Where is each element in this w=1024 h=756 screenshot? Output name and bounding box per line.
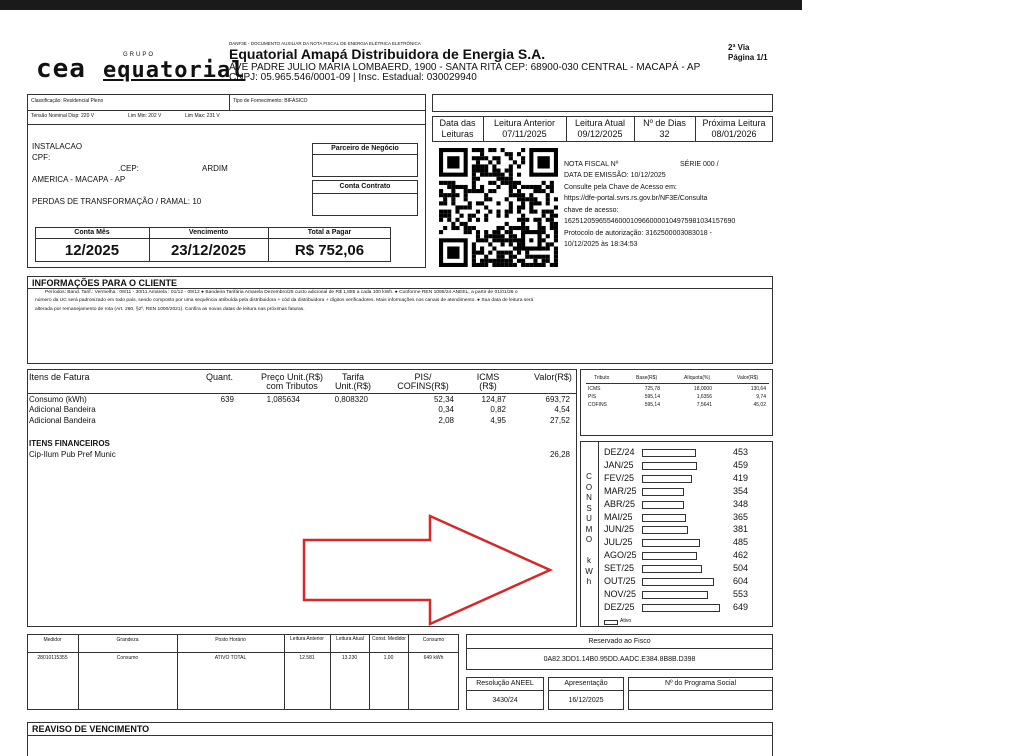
chart-value-label: 459: [733, 459, 749, 470]
tributo-icms-aliquota: 18,0000: [693, 386, 712, 392]
chart-axis-letter: U: [586, 514, 592, 523]
chart-bar: [642, 578, 714, 586]
chart-value-label: 354: [733, 485, 749, 496]
reading-header-proxima: Próxima Leitura: [702, 118, 766, 128]
danf-title: DANF3E - DOCUMENTO AUXILIAR DA NOTA FISCAL DE ENERGIA ELÉTRICA ELETRÔNICA: [229, 41, 421, 46]
chart-bar: [642, 475, 692, 483]
chart-category-label: DEZ/25: [604, 601, 635, 612]
chart-category-label: JAN/25: [604, 459, 634, 470]
perdas-transformacao: PERDAS DE TRANSFORMAÇÃO / RAMAL: 10: [32, 197, 202, 206]
chart-bar: [642, 449, 696, 457]
total-label: Total a Pagar: [307, 229, 352, 236]
apresentacao-label: Apresentação: [564, 680, 608, 687]
items-header-icms-a: ICMS: [476, 372, 500, 382]
meter-posto: ATIVO TOTAL: [214, 655, 247, 661]
tributo-icms-base: 725,78: [644, 386, 660, 392]
financeiros-title: ITENS FINANCEIROS: [29, 439, 110, 448]
chart-bar: [642, 565, 702, 573]
row-1-valor: 4,54: [554, 405, 570, 414]
tipo-fornecimento: Tipo de Fornecimento: BIFÁSICO: [233, 98, 308, 104]
company-address: AVE PADRE JULIO MARIA LOMBAERD, 1900 - SANTA RITA CEP: 68900-030 CENTRAL - MACAPÁ - AP: [229, 62, 701, 73]
resolucao-value: 3430/24: [492, 697, 518, 704]
chart-category-label: AGO/25: [604, 550, 637, 561]
chart-axis-letter: h: [586, 577, 592, 586]
chart-value-label: 453: [733, 447, 749, 457]
bairro: ARDIM: [202, 164, 228, 173]
nota-fiscal-serie: SÉRIE 000 /: [680, 161, 719, 168]
info-line-3: alterada por remanejamento de rota (Art. 260, §2º, REN 1000/2021). Confira as novas datas de leitura nas próximas faturas.: [35, 307, 305, 312]
chart-bar: [642, 539, 700, 547]
chart-category-label: MAR/25: [604, 485, 637, 496]
chart-bar: [642, 526, 688, 534]
legend-label: Ativo: [620, 618, 632, 624]
reading-header-data-b: Leituras: [441, 129, 474, 139]
chart-axis-letter: C: [586, 472, 592, 481]
protocolo-data: 10/12/2025 às 18:34:53: [564, 241, 638, 248]
red-arrow: [300, 512, 555, 627]
tributo-header-tributo: Tributo: [594, 375, 610, 381]
logo-equatorial: equatorial: [103, 58, 246, 83]
row-2-valor: 27,52: [549, 416, 570, 425]
reading-atual-value: 09/12/2025: [577, 129, 623, 139]
meter-header-medidor: Medidor: [43, 637, 62, 643]
chave-acesso: 16251205965546000109660000104975981034157690: [564, 218, 736, 225]
reading-header-data-a: Data das: [439, 118, 476, 128]
reading-dias-value: 32: [659, 129, 670, 139]
reading-header-atual: Leitura Atual: [574, 118, 626, 128]
row-0-preco: 1,085634: [266, 395, 300, 404]
logo-cea: cea: [36, 54, 86, 84]
row-0-icms: 124,87: [481, 395, 506, 404]
chart-axis-letter: W: [585, 566, 593, 576]
portal-url[interactable]: https://dfe-portal.svrs.rs.gov.br/NF3E/Consulta: [564, 195, 708, 202]
cep-label: .CEP:: [118, 164, 139, 173]
page-label: Página 1/1: [728, 53, 768, 62]
row-0-valor: 693,72: [545, 395, 570, 404]
chart-category-label: JUN/25: [604, 524, 635, 535]
chart-bar: [642, 462, 697, 470]
parceiro-label: Parceiro de Negócio: [331, 145, 399, 152]
reading-proxima-value: 08/01/2026: [711, 129, 757, 139]
logo-grupo: GRUPO: [123, 52, 156, 58]
tributo-pis-name: PIS: [588, 394, 597, 400]
items-header-item: Itens de Fatura: [29, 372, 90, 382]
chart-bar: [642, 501, 684, 509]
tributo-cofins-name: COFINS: [588, 402, 607, 408]
items-header-quant: Quant.: [206, 372, 234, 382]
meter-header-const: Const. Medidor: [372, 636, 406, 642]
meter-grandeza: Consumo: [116, 655, 139, 661]
classificacao: Classificação: Residencial Pleno: [31, 98, 104, 104]
items-header-preco-a: Preço Unit.(R$): [260, 372, 323, 382]
company-cnpj: CNPJ: 05.965.546/0001-09 | Insc. Estadual: 030029940: [229, 72, 477, 83]
vencimento-value: 23/12/2025: [170, 242, 247, 259]
data-emissao: DATA DE EMISSÃO: 10/12/2025: [564, 172, 666, 179]
nota-fiscal-label: NOTA FISCAL Nº: [564, 161, 619, 168]
instalacao-label: INSTALACAO: [32, 142, 83, 151]
financeiro-0-item: Cip-Ilum Pub Pref Munic: [29, 450, 116, 459]
row-1-icms: 0,82: [490, 405, 506, 414]
chart-value-label: 462: [733, 550, 749, 561]
chart-axis-letter: O: [585, 482, 593, 492]
meter-consumo: 649 kWh: [423, 655, 444, 661]
tributo-icms-name: ICMS: [588, 386, 601, 392]
meter-medidor: 28010115355: [37, 655, 68, 661]
chart-axis-letter: O: [585, 535, 593, 544]
meter-header-consumo: Consumo: [422, 637, 445, 643]
chart-category-label: SET/25: [604, 563, 635, 574]
financeiro-0-valor: 26,28: [549, 450, 570, 459]
lim-min: Lim Min: 202 V: [128, 113, 162, 119]
chart-category-label: OUT/25: [604, 576, 636, 586]
tributo-header-base: Base(R$): [636, 375, 658, 381]
top-dark-bar: [0, 0, 802, 10]
conta-mes-value: 12/2025: [64, 242, 120, 259]
meter-leitura-atual: 13.230: [341, 655, 358, 661]
meter-header-leitura-anterior: Leitura Anterior: [290, 636, 324, 642]
chart-axis-letter: k: [587, 556, 591, 565]
items-header-icms-b: (R$): [479, 381, 497, 391]
conta-contrato-label: Conta Contrato: [339, 183, 391, 190]
cidade: AMERICA - MACAPA - AP: [32, 175, 126, 184]
chart-category-label: MAI/25: [604, 511, 633, 522]
row-1-pis: 0,34: [438, 405, 454, 414]
items-header-tarifa-a: Tarifa: [341, 372, 364, 382]
items-header-pis-a: PIS/: [414, 372, 432, 382]
chart-value-label: 419: [733, 472, 749, 483]
company-name: Equatorial Amapá Distribuidora de Energia S.A.: [229, 46, 546, 62]
chart-category-label: JUL/25: [604, 537, 633, 548]
protocolo: Protocolo de autorização: 3162500003083018 -: [564, 230, 712, 237]
chart-bar: [642, 514, 686, 522]
tributo-header-aliquota: Alíquota(%): [684, 375, 711, 381]
tributo-cofins-valor: 45,02: [753, 402, 766, 408]
chart-category-label: NOV/25: [604, 588, 637, 599]
chart-category-label: ABR/25: [604, 498, 636, 509]
info-line-1: Períodos: Band. Tarif.: Vermelha : 08/11 - 30/11 Amarela : 01/12 - 09/12 ● Bandeira Tarifária Amarela Dezembro/25 custo adicional de R$ 1,885 a cada 100 kWh. ● Conforme REN 1095/24 ANEEL, a partir de 01/01/26 o: [45, 290, 518, 295]
resolucao-label: Resolução ANEEL: [476, 680, 534, 687]
chave-label: chave de acesso:: [564, 207, 619, 214]
chart-axis-letter: M: [585, 524, 593, 534]
legend-swatch: [604, 620, 618, 625]
items-header-tarifa-b: Unit.(R$): [334, 381, 371, 391]
row-0-quant: 639: [220, 395, 234, 404]
conta-mes-label: Conta Mês: [74, 229, 110, 236]
meter-box: [27, 634, 459, 710]
tributo-pis-valor: 9,74: [756, 394, 766, 400]
row-2-item: Adicional Bandeira: [29, 416, 96, 425]
tensao-nominal: Tensão Nominal Disp: 220 V: [31, 113, 95, 119]
meter-header-posto: Posto Horário: [215, 637, 246, 643]
top-right-empty-box: [432, 94, 773, 112]
reading-header-anterior: Leitura Anterior: [493, 118, 556, 128]
chart-category-label: FEV/25: [604, 472, 635, 483]
chart-bar: [642, 591, 708, 599]
fisco-title: Reservado ao Fisco: [588, 638, 651, 645]
vencimento-label: Vencimento: [188, 229, 229, 236]
meter-header-grandeza: Grandeza: [116, 637, 139, 643]
row-1-item: Adicional Bandeira: [29, 405, 96, 414]
row-2-pis: 2,08: [438, 416, 454, 425]
tributo-cofins-base: 595,14: [644, 402, 660, 408]
apresentacao-value: 16/12/2025: [568, 697, 604, 704]
consulte-label: Consulte pela Chave de Acesso em:: [564, 184, 677, 191]
chart-axis-letter: N: [586, 493, 592, 502]
lim-max: Lim Max: 231 V: [185, 113, 220, 119]
programa-social-label: Nº do Programa Social: [664, 680, 737, 687]
meter-leitura-anterior: 12.581: [299, 655, 315, 661]
chart-bar: [642, 604, 720, 612]
fisco-code: 0A82.3DD1.14B0.95DD.AADC.E384.8B8B.D398: [543, 656, 696, 663]
chart-bar: [642, 552, 697, 560]
row-0-pis: 52,34: [433, 395, 454, 404]
items-header-pis-b: COFINS(R$): [397, 381, 449, 391]
cpf-label: CPF:: [32, 153, 51, 162]
items-header-valor: Valor(R$): [534, 372, 572, 382]
chart-value-label: 604: [733, 576, 749, 586]
info-title: INFORMAÇÕES PARA O CLIENTE: [32, 278, 178, 288]
chart-bar: [642, 488, 684, 496]
total-value: R$ 752,06: [294, 242, 365, 259]
row-2-icms: 4,95: [490, 416, 506, 425]
tributo-pis-base: 595,14: [644, 394, 660, 400]
chart-category-label: DEZ/24: [604, 447, 635, 457]
chart-value-label: 553: [733, 588, 749, 599]
tributo-cofins-aliquota: 7,5641: [696, 402, 712, 408]
chart-axis-letter: S: [586, 503, 592, 513]
reading-anterior-value: 07/11/2025: [502, 129, 547, 139]
tributo-header-valor: Valor(R$): [737, 375, 759, 381]
chart-value-label: 485: [733, 537, 749, 548]
meter-header-leitura-atual: Leitura Atual: [336, 636, 364, 642]
chart-value-label: 649: [733, 601, 749, 612]
qr-code: [439, 147, 558, 268]
chart-value-label: 348: [733, 498, 749, 509]
tributo-pis-aliquota: 1,6356: [696, 394, 712, 400]
chart-value-label: 365: [733, 511, 749, 522]
items-header-preco-b: com Tributos: [266, 381, 318, 391]
info-line-2: número da UC será padronizado em todo país, sendo composto por uma sequência atribuída pela distribuidora + cód da distribuidora + dígitos verificadores. Mais informações nos canais de atendimento. ● Sua data de leitura será: [35, 298, 534, 303]
chart-value-label: 381: [733, 524, 749, 535]
reaviso-title: REAVISO DE VENCIMENTO: [32, 724, 150, 734]
reading-header-dias: Nº de Dias: [643, 118, 686, 128]
meter-const: 1,00: [383, 655, 394, 661]
via-label: 2ª Via: [728, 43, 750, 52]
chart-value-label: 504: [733, 563, 749, 574]
tributo-icms-valor: 130,64: [750, 386, 766, 392]
row-0-tarifa: 0,808320: [334, 395, 368, 404]
row-0-item: Consumo (kWh): [29, 395, 87, 404]
